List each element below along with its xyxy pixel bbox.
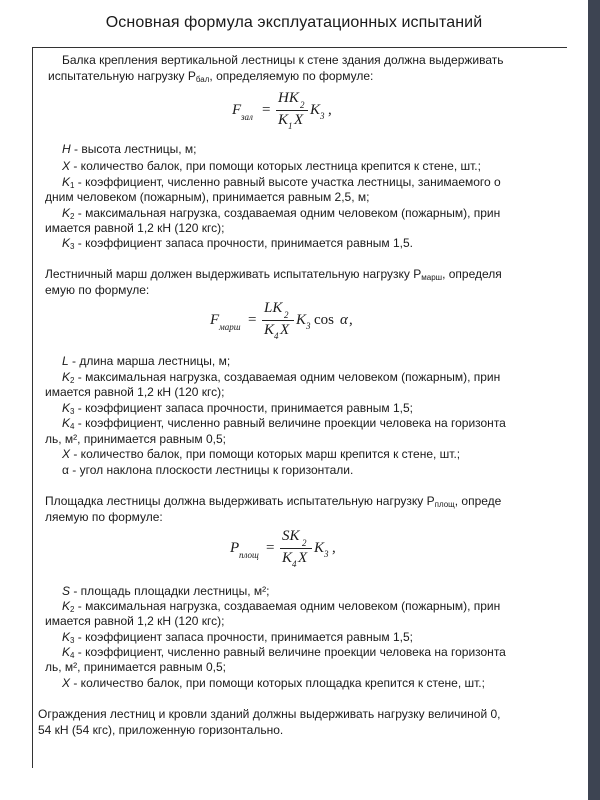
s3-formula: P площ = SK 2 K 4 X K 3 , bbox=[230, 528, 336, 569]
s1-def-k1-cont: дним человеком (пожарным), принимается равным 2,5, м; bbox=[45, 190, 370, 204]
page-title: Основная формула эксплуатационных испытаний bbox=[105, 14, 483, 31]
s1-def-k2: K2 - максимальная нагрузка, создаваемая одним человеком (пожарным), прин bbox=[62, 206, 501, 221]
s1-def-k2-cont: имается равной 1,2 кН (120 кгс); bbox=[45, 221, 225, 235]
s2-def-alpha: α - угол наклона плоскости лестницы к горизонтали. bbox=[62, 463, 354, 477]
s2-def-k3: K3 - коэффициент запаса прочности, принимается равным 1,5; bbox=[62, 401, 413, 416]
s1-def-k1: K1 - коэффициент, численно равный высоте участка лестницы, занимаемого о bbox=[62, 175, 501, 190]
closing-line2: 54 кН (54 кгс), приложенную горизонтально. bbox=[38, 723, 284, 737]
s3-def-k3: K3 - коэффициент запаса прочности, принимается равным 1,5; bbox=[62, 630, 413, 645]
s2-def-l: L - длина марша лестницы, м; bbox=[62, 354, 231, 368]
s1-def-h: H - высота лестницы, м; bbox=[62, 142, 197, 156]
s2-intro-line1: Лестничный марш должен выдерживать испытательную нагрузку Pмарш, определя bbox=[45, 267, 502, 282]
s3-def-k2-cont: имается равной 1,2 кН (120 кгс); bbox=[45, 614, 225, 628]
s2-formula: F марш = LK 2 K 4 X K 3 cos α , bbox=[210, 300, 353, 341]
s1-def-k3: K3 - коэффициент запаса прочности, принимается равным 1,5. bbox=[62, 236, 413, 251]
s3-def-k4: K4 - коэффициент, численно равный величине проекции человека на горизонта bbox=[62, 645, 506, 660]
s2-def-x: X - количество балок, при помощи которых марш крепится к стене, шт.; bbox=[62, 447, 461, 461]
s3-def-k2: K2 - максимальная нагрузка, создаваемая одним человеком (пожарным), прин bbox=[62, 599, 501, 614]
s1-def-x: X - количество балок, при помощи которых лестница крепится к стене, шт.; bbox=[62, 159, 481, 173]
s3-intro-line1: Площадка лестницы должна выдерживать испытательную нагрузку Pплощ, опреде bbox=[45, 494, 502, 509]
s1-intro-line1: Балка крепления вертикальной лестницы к стене здания должна выдерживать bbox=[62, 53, 504, 67]
s2-def-k2: K2 - максимальная нагрузка, создаваемая одним человеком (пожарным), прин bbox=[62, 370, 501, 385]
s1-formula: F зал = HK 2 K 1 X K 3 , bbox=[232, 90, 332, 131]
s2-def-k4-cont: ль, м², принимается равным 0,5; bbox=[45, 432, 227, 446]
closing-line1: Ограждения лестниц и кровли зданий должны выдерживать нагрузку величиной 0, bbox=[38, 707, 501, 721]
s3-def-x: X - количество балок, при помощи которых площадка крепится к стене, шт.; bbox=[62, 676, 485, 690]
right-edge-bar bbox=[588, 0, 600, 800]
s3-intro-line2: ляемую по формуле: bbox=[45, 510, 163, 524]
s2-def-k4: K4 - коэффициент, численно равный величине проекции человека на горизонта bbox=[62, 416, 506, 431]
s2-def-k2-cont: имается равной 1,2 кН (120 кгс); bbox=[45, 385, 225, 399]
s3-def-k4-cont: ль, м², принимается равным 0,5; bbox=[45, 660, 227, 674]
s2-intro-line2: емую по формуле: bbox=[45, 283, 150, 297]
s1-intro-line2: испытательную нагрузку Pбал, определяемую по формуле: bbox=[48, 69, 374, 84]
s3-def-s: S - площадь площадки лестницы, м²; bbox=[62, 584, 270, 598]
